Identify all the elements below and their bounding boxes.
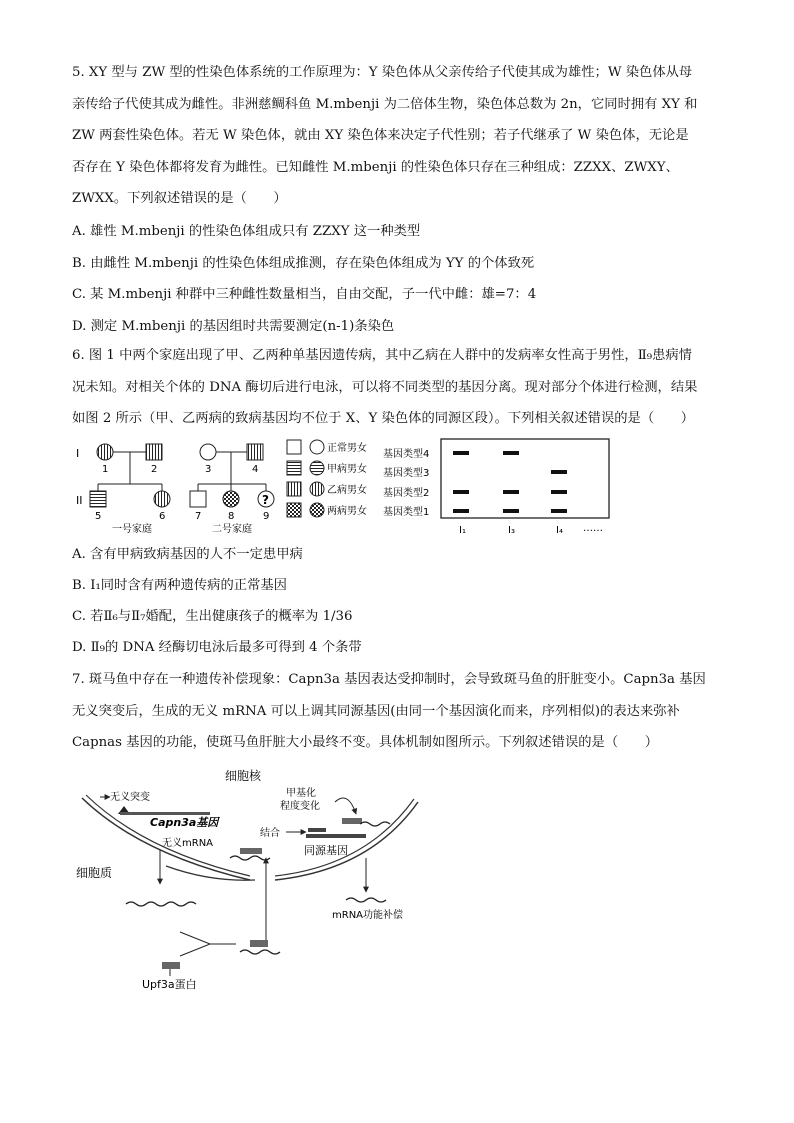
gel-band — [503, 451, 519, 455]
q6-option-b: B. I₁同时含有两种遗传病的正常基因 — [72, 578, 287, 593]
capn3a-gene-label: Capn3a基因 — [150, 816, 219, 829]
q7-line-1: 7. 斑马鱼中存在一种遗传补偿现象：Capn3a 基因表达受抑制时，会导致斑马鱼的肝脏变小。Capn3a 基因 — [72, 672, 706, 687]
compensation-label: mRNA功能补偿 — [332, 910, 404, 921]
gel-band — [453, 451, 469, 455]
num-6: 6 — [159, 511, 166, 522]
q5-option-a: A. 雄性 M.mbenji 的性染色体组成只有 ZZXY 这一种类型 — [72, 224, 421, 239]
q6-option-a: A. 含有甲病致病基因的人不一定患甲病 — [72, 547, 303, 562]
individual-3 — [200, 444, 216, 460]
gel-col-ellipsis: …… — [583, 523, 603, 534]
nucleus-label: 细胞核 — [225, 769, 262, 783]
num-3: 3 — [205, 464, 212, 475]
question-6-stem — [72, 340, 722, 435]
nuclear-envelope-right — [275, 802, 418, 880]
gel-band — [453, 509, 469, 513]
gel-col-i3: I₃ — [508, 525, 515, 536]
q5-line-2: 亲传给子代使其成为雌性。非洲慈鲷科鱼 M.mbenji 为二倍体生物，染色体总数为 2n，它同时拥有 XY 和 — [72, 96, 698, 112]
q5-line-4: 否存在 Y 染色体都将发育为雌性。已知雌性 M.mbenji 的性染色体只存在三种组成：ZZXX、ZWXY、 — [72, 159, 679, 175]
pedigree-legend — [284, 437, 384, 523]
gel-row-2: 基因类型2 — [383, 488, 430, 499]
gen-1-label: I — [76, 447, 80, 460]
nonsense-mutation-label: 无义突变 — [110, 792, 150, 803]
family-2-label: 二号家庭 — [212, 524, 252, 535]
individual-7 — [190, 491, 206, 507]
q5-line-5: ZWXX。下列叙述错误的是（ ） — [72, 191, 287, 206]
legend-disease-a: 甲病男女 — [327, 464, 367, 475]
individual-4 — [247, 444, 263, 460]
gel-row-3: 基因类型3 — [383, 468, 430, 479]
question-7-stem — [72, 664, 722, 759]
binding-label: 结合 — [260, 828, 280, 839]
degree-change-label: 程度变化 — [280, 801, 320, 812]
family-1-label: 一号家庭 — [112, 524, 152, 535]
gen-2-label: II — [76, 494, 83, 507]
capn3a-gene-bar — [120, 812, 210, 815]
q6-line-3: 如图 2 所示（甲、乙两病的致病基因均不位于 X、Y 染色体的同源区段）。下列相关叙述错误的是（ ） — [72, 411, 695, 426]
gel-band — [453, 490, 469, 494]
methylation-label: 甲基化 — [286, 788, 316, 799]
num-2: 2 — [151, 464, 158, 475]
q6-option-c: C. 若Ⅱ₆与Ⅱ₇婚配，生出健康孩子的概率为 1/36 — [72, 609, 353, 624]
num-8: 8 — [228, 511, 235, 522]
gel-band — [551, 490, 567, 494]
upf3a-label: Upf3a蛋白 — [142, 978, 197, 991]
q7-line-3: Capnas 基因的功能，使斑马鱼肝脏大小最终不变。具体机制如图所示。下列叙述错误的是（ ） — [72, 735, 659, 750]
legend-disease-b: 乙病男女 — [327, 485, 367, 496]
gel-row-1: 基因类型1 — [383, 507, 430, 518]
num-7: 7 — [195, 511, 202, 522]
individual-6 — [154, 491, 170, 507]
gel-band — [551, 509, 567, 513]
q5-line-3: ZW 两套性染色体。若无 W 染色体，就由 XY 染色体来决定子代性别；若子代继承了 W 染色体，无论是 — [72, 128, 689, 143]
legend-both: 两病男女 — [327, 506, 367, 517]
q5-option-c: C. 某 M.mbenji 种群中三种雌性数量相当，自由交配，子一代中雌：雄=7：4 — [72, 287, 537, 302]
legend-normal: 正常男女 — [327, 443, 367, 454]
homolog-label: 同源基因 — [304, 844, 348, 857]
num-9: 9 — [263, 511, 270, 522]
q6-option-d: D. Ⅱ₉的 DNA 经酶切电泳后最多可得到 4 个条带 — [72, 640, 362, 655]
upf3a-protein-shape — [162, 962, 180, 969]
gel-row-4: 基因类型4 — [383, 449, 430, 460]
individual-5 — [90, 491, 106, 507]
mechanism-diagram — [70, 762, 440, 1002]
cytoplasm-label: 细胞质 — [76, 866, 113, 880]
num-5: 5 — [95, 511, 102, 522]
q7-line-2: 无义突变后，生成的无义 mRNA 可以上调其同源基因(由同一个基因演化而来，序列相似)的表达来弥补 — [72, 703, 680, 719]
gel-col-i4: I₄ — [556, 525, 563, 536]
individual-1 — [97, 444, 113, 460]
individual-2 — [146, 444, 162, 460]
nonsense-mrna-label: 无义mRNA — [162, 838, 214, 849]
q5-line-1: 5. XY 型与 ZW 型的性染色体系统的工作原理为：Y 染色体从父亲传给子代使其成为雄性；W 染色体从母 — [72, 65, 693, 80]
q6-line-2: 况未知。对相关个体的 DNA 酶切后进行电泳，可以将不同类型的基因分离。现对部分个体进行检测，结果 — [72, 379, 698, 395]
gel-band — [503, 490, 519, 494]
gel-col-i1: I₁ — [459, 525, 466, 536]
pedigree-figure — [70, 436, 280, 536]
num-1: 1 — [102, 464, 109, 475]
question-5-stem — [72, 57, 722, 215]
gel-band — [503, 509, 519, 513]
individual-8 — [223, 491, 239, 507]
individual-9-question: ? — [262, 493, 269, 507]
gel-band — [551, 470, 567, 474]
q6-line-1: 6. 图 1 中两个家庭出现了甲、乙两种单基因遗传病，其中乙病在人群中的发病率女性高于男性，Ⅱ₉患病情 — [72, 348, 692, 363]
q5-option-d: D. 测定 M.mbenji 的基因组时共需要测定(n-1)条染色 — [72, 319, 395, 334]
q5-option-b: B. 由雌性 M.mbenji 的性染色体组成推测，存在染色体组成为 YY 的个体致死 — [72, 256, 535, 271]
gel-figure — [381, 436, 613, 540]
num-4: 4 — [252, 464, 259, 475]
